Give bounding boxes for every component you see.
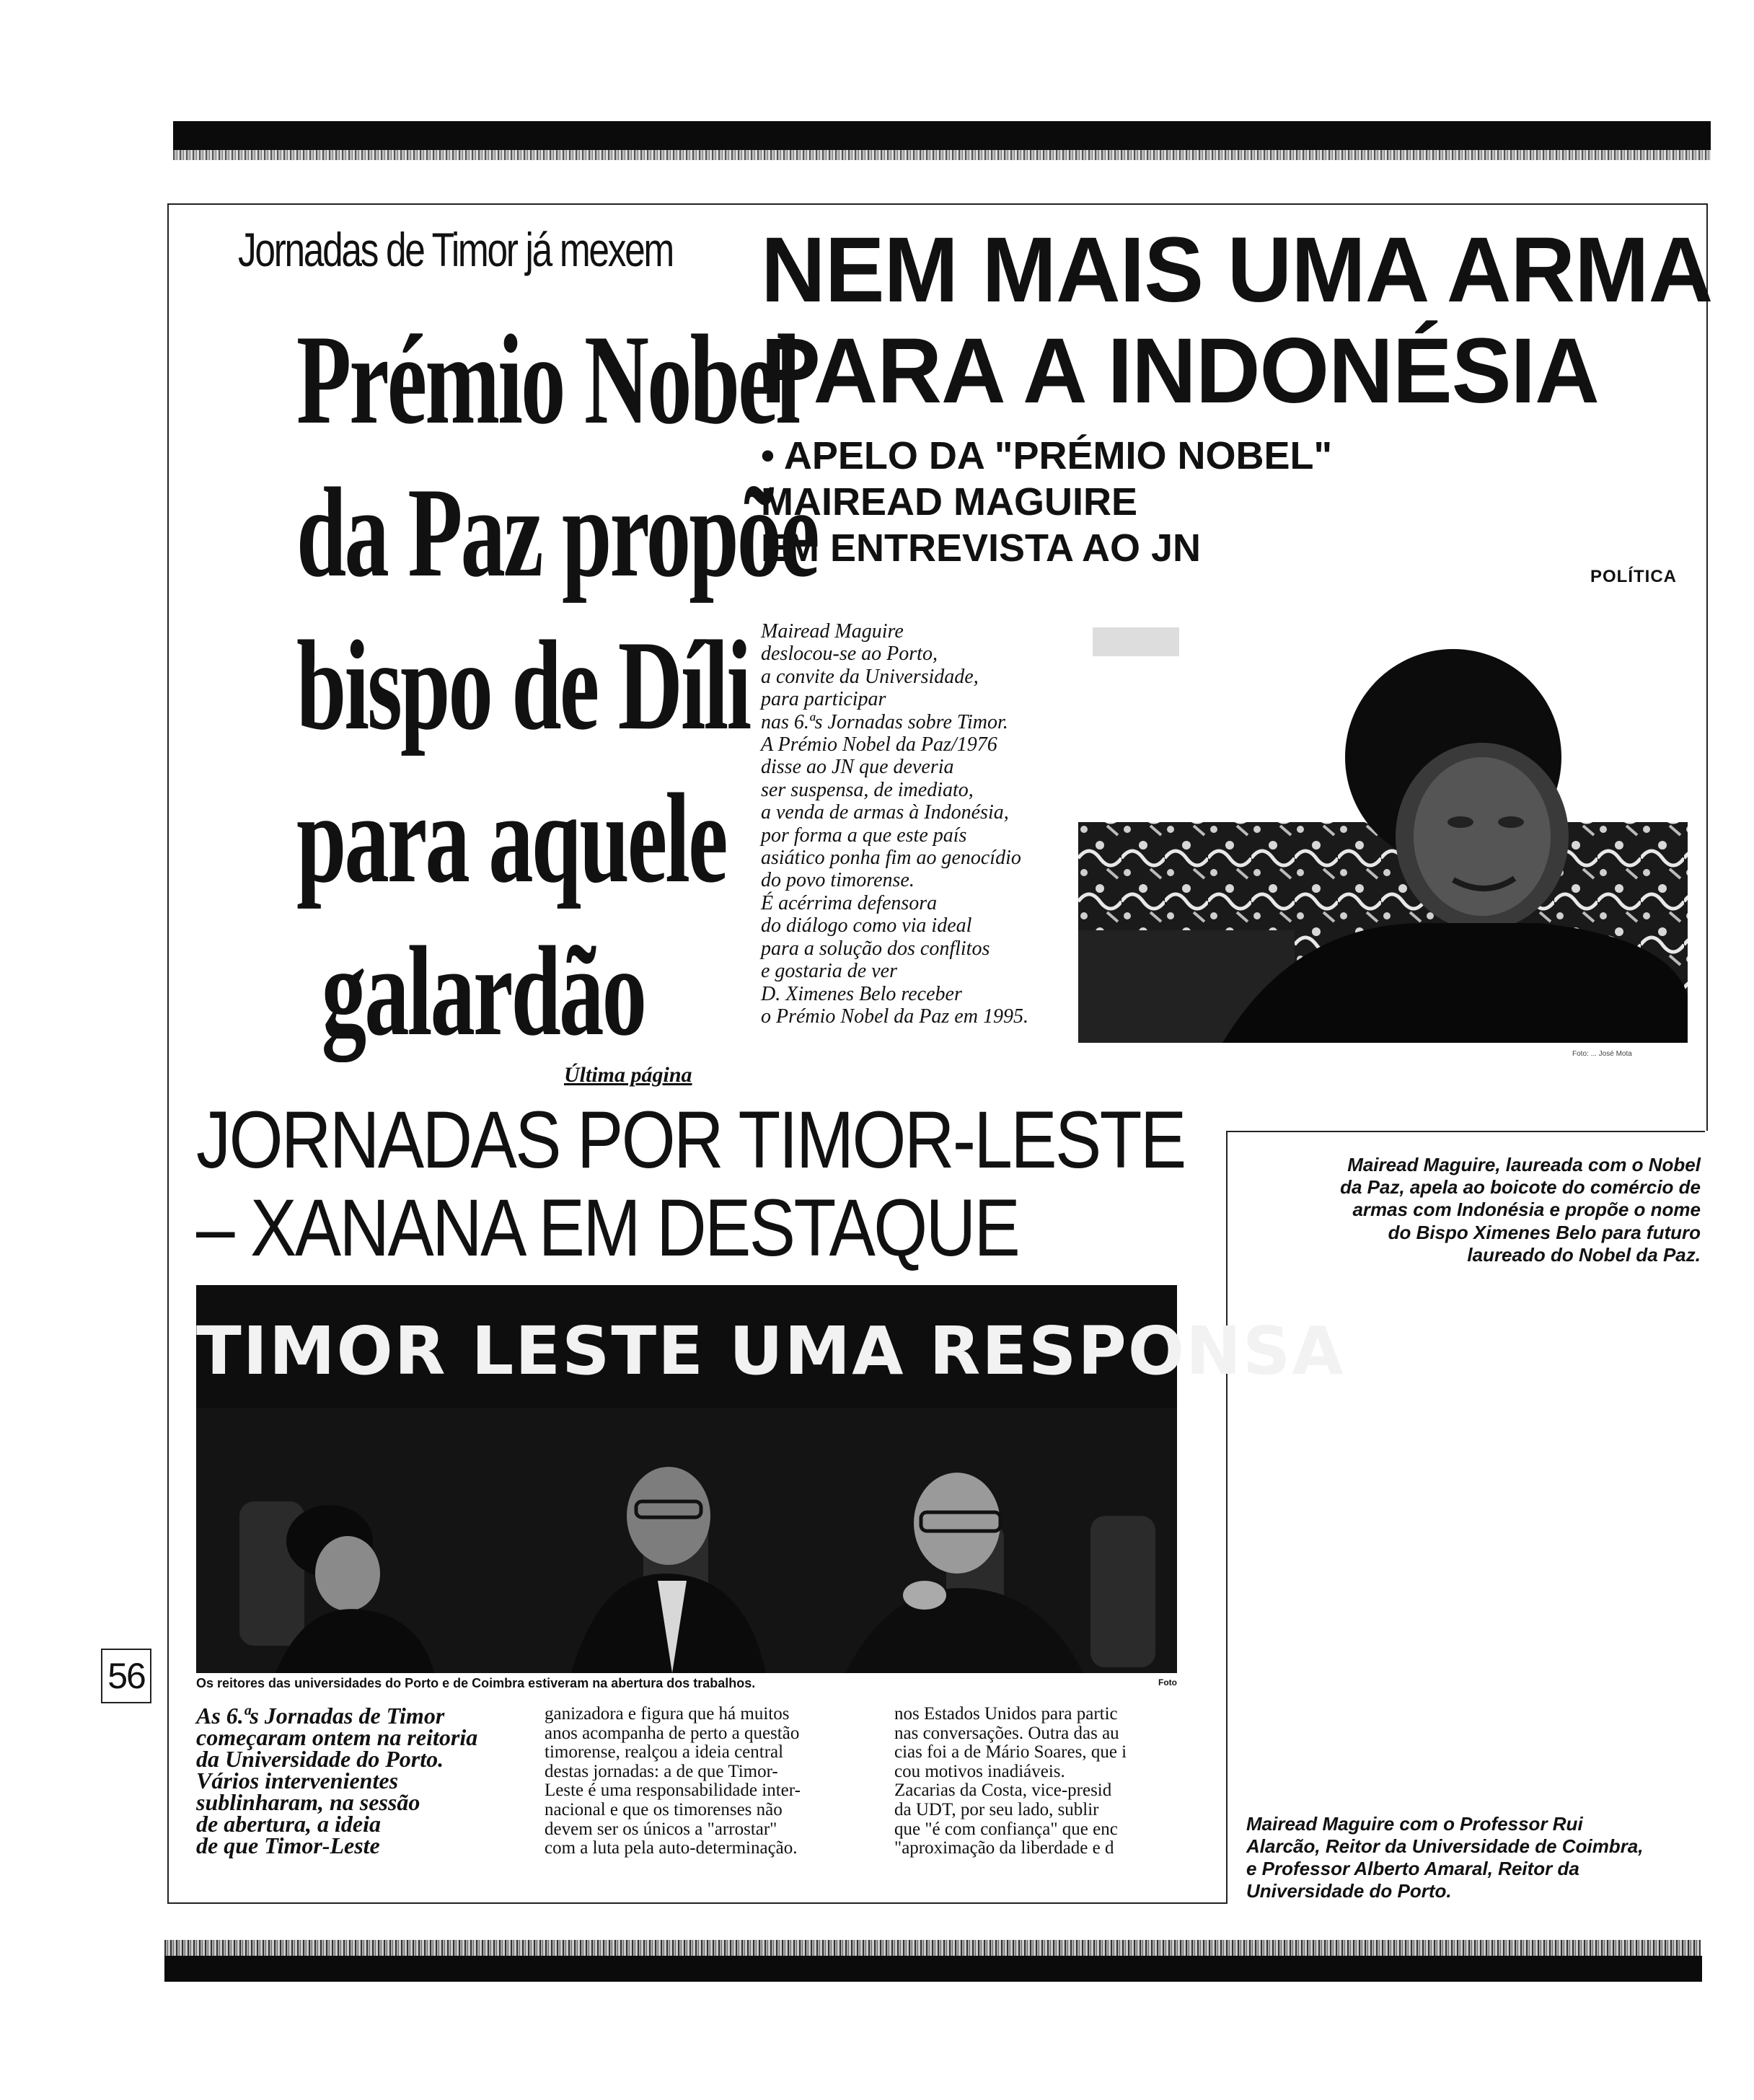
portrait-photo-graphic [1078,620,1688,1043]
bottom-rule-fringe [164,1940,1701,1957]
frame-gap [1705,1131,1712,1906]
left-headline [216,303,818,1067]
main-headline-line: NEM MAIS UMA ARMA [761,219,1713,322]
caption-line: e Professor Alberto Amaral, Reitor da [1246,1858,1579,1879]
body-line: ganizadora e figura que há muitos [545,1704,790,1724]
article-column-3 [894,1705,1177,1858]
event-caption [1246,1813,1708,1902]
article-lede-line: de que Timor-Leste [196,1832,380,1858]
body-line: "aproximação da liberdade e d [894,1838,1114,1858]
body-line: com a luta pela auto-determinação. [545,1838,798,1858]
main-headline [761,219,1713,423]
lede-line: nas 6.ªs Jornadas sobre Timor. [761,710,1008,733]
article-lede-line: Vários intervenientes [196,1768,399,1794]
article-lede-line: de abertura, a ideia [196,1811,381,1837]
subheadline-line: EM ENTREVISTA AO JN [761,526,1202,570]
body-line: devem ser os únicos a "arrostar" [545,1819,777,1839]
lede-line: a venda de armas à Indonésia, [761,801,1009,824]
subheadline-line: MAIREAD MAGUIRE [761,480,1137,524]
article-lede-line: começaram ontem na reitoria [196,1724,478,1750]
left-headline-line: da Paz propõe [296,461,818,604]
article-column-2 [545,1705,873,1858]
lede-line: Mairead Maguire [761,620,904,643]
event-photo-caption: Os reitores das universidades do Porto e de Coimbra estiveram na abertura dos trabalhos. [196,1676,756,1690]
caption-line: Mairead Maguire com o Professor Rui [1246,1813,1583,1835]
body-line: destas jornadas: a de que Timor- [545,1761,778,1781]
caption-line: Mairead Maguire, laureada com o Nobel [1347,1154,1701,1175]
portrait-photo [1078,620,1688,1043]
body-line: nos Estados Unidos para partic [894,1704,1118,1724]
lede-line: e gostaria de ver [761,960,897,983]
body-line: cou motivos inadiáveis. [894,1761,1065,1781]
secondary-headline-line: JORNADAS POR TIMOR-LESTE [196,1095,1185,1185]
banner-text: TIMOR LESTE UMA RESPONSA [196,1312,1345,1390]
bottom-rule [164,1956,1702,1982]
lede-line: para participar [761,688,886,711]
last-page-link[interactable]: Última página [564,1063,692,1087]
caption-line: do Bispo Ximenes Belo para futuro [1388,1221,1701,1243]
lede-line: deslocou-se ao Porto, [761,643,938,666]
left-headline-line: para aquele [296,767,726,909]
subheadline-line: • APELO DA "PRÉMIO NOBEL" [761,434,1333,477]
article-lede [196,1705,528,1856]
page-number: 56 [101,1649,151,1703]
lede-line: para a solução dos conflitos [761,937,990,960]
body-line: da UDT, por seu lado, sublir [894,1799,1099,1819]
lede-line: disse ao JN que deveria [761,756,954,779]
main-headline-line: PARA A INDONÉSIA [761,319,1599,423]
article-lede-line: sublinharam, na sessão [196,1789,420,1815]
lede-line: do povo timorense. [761,869,915,892]
article-lede-line: da Universidade do Porto. [196,1746,444,1772]
caption-line: Universidade do Porto. [1246,1880,1452,1902]
lede-line: asiático ponha fim ao genocídio [761,847,1021,870]
article-lede-line: As 6.ªs Jornadas de Timor [196,1703,445,1729]
lede-line: ser suspensa, de imediato, [761,778,974,801]
top-rule-fringe [173,150,1711,160]
caption-line: da Paz, apela ao boicote do comércio de [1340,1176,1701,1199]
caption-line: Alarcão, Reitor da Universidade de Coimbra, [1246,1835,1644,1857]
lede-line: o Prémio Nobel da Paz em 1995. [761,1005,1028,1028]
section-tag: POLÍTICA [1590,567,1677,586]
left-headline-line: galardão [321,919,645,1062]
left-headline-line: bispo de Díli [296,614,750,756]
portrait-caption [1255,1154,1701,1266]
caption-line: armas com Indonésia e propõe o nome [1352,1199,1701,1221]
lede-line: a convite da Universidade, [761,665,979,688]
body-line: anos acompanha de perto a questão [545,1723,800,1743]
body-line: timorense, realçou a ideia central [545,1742,784,1762]
caption-line: laureado do Nobel da Paz. [1467,1243,1701,1266]
lede-line: do diálogo como via ideal [761,914,972,938]
body-line: que "é com confiança" que enc [894,1819,1118,1839]
body-line: nas conversações. Outra das au [894,1723,1119,1743]
event-photo-credit: Foto [1158,1677,1177,1688]
kicker: Jornadas de Timor já mexem [238,223,673,276]
event-photo-graphic [196,1285,1177,1673]
lede-text [761,620,1093,1028]
body-line: Zacarias da Costa, vice-presid [894,1781,1112,1801]
lede-line: É acérrima defensora [761,891,938,914]
secondary-headline [196,1095,1185,1273]
lede-line: A Prémio Nobel da Paz/1976 [761,733,997,756]
body-line: Leste é uma responsabilidade inter- [545,1781,801,1801]
subheadline [761,433,1332,571]
left-headline-line: Prémio Nobel [296,308,799,451]
body-line: cias foi a de Mário Soares, que i [894,1742,1127,1762]
event-photo [196,1285,1345,1673]
lede-line: por forma a que este país [761,824,967,847]
photo-credit: Foto: ... José Mota [1572,1050,1632,1058]
top-rule [173,121,1711,150]
body-line: nacional e que os timorenses não [545,1799,783,1819]
lede-line: D. Ximenes Belo receber [761,982,962,1005]
secondary-headline-line: – XANANA EM DESTAQUE [196,1183,1019,1273]
